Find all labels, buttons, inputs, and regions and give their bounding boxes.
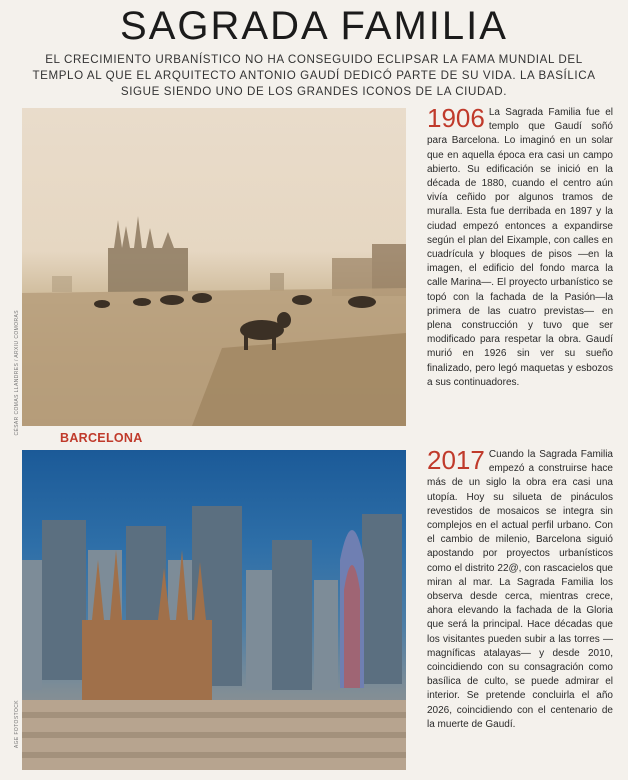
photo-2017-illustration: [22, 450, 406, 770]
year-1906: 1906: [427, 103, 485, 133]
photo-2017-skyline: [22, 450, 406, 770]
photo-1906-sagrada-familia: [22, 108, 406, 426]
paragraph-1906: La Sagrada Familia fue el templo que Gaudí soñó para Barcelona. Lo imaginó en un solar que en aquella época era casi un campo abierto. Su edificación se inició en la década de 1880, cuando el centro aún vivía ceñido por algunos tramos de muralla. Esta fue derribada en 1897 y la ciudad empezó entonces a expandirse según el plan del Eixample, con calles en cuadrícula y bloques de pisos —en la imagen, el edificio del fondo marca la calle Marina—. El proyecto urbanístico se topó con la fachada de la Pasión—la primera de las cuatro previstas— en plena construcción y tuvo que ser modificado para respetar la obra. Gaudí murió en 1926 sin ver su sueño finalizado, pero legó maquetas y esbozos a sus continuadores.: [427, 107, 613, 388]
text-column-2017: [427, 445, 613, 732]
page-subtitle: EL CRECIMIENTO URBANÍSTICO NO HA CONSEGUIDO ECLIPSAR LA FAMA MUNDIAL DEL TEMPLO AL QUE EL ARQUITECTO ANTONIO GAUDÍ DEDICÓ PARTE DE SU VIDA. LA BASÍLICA SIGUE SIENDO UNO DE LOS GRANDES ICONOS DE LA CIUDAD.: [32, 53, 596, 98]
text-column-1906: [427, 103, 613, 390]
page-title: SAGRADA FAMILIA: [120, 4, 508, 48]
year-2017: 2017: [427, 445, 485, 475]
photo-caption-barcelona: BARCELONA: [60, 431, 143, 445]
paragraph-2017: Cuando la Sagrada Familia empezó a construirse hace más de un siglo la obra era casi una utopía. Hoy su silueta de pináculos revestidos de mosaicos se integra sin complejos en el actual perfil urbano. Con el cambio de milenio, Barcelona siguió apostando por proyectos urbanísticos como el distrito 22@, con rascacielos que miran al mar. La Sagrada Familia los observa desde cerca, mientras crece, ahora elevando la fachada de la Gloria que será la principal. Hace décadas que los visitantes pueden subir a las torres —magníficas atalayas— y desde 2010, coincidiendo con su consagración como basílica de culto, se puede admirar el interior. Se pretende concluirla el año 2026, coincidiendo con el centenario de la muerte de Gaudí.: [427, 449, 613, 730]
photo-credit-2017: AGE FOTOSTOCK: [14, 700, 20, 749]
photo-1906-illustration: [22, 108, 406, 426]
photo-credit-1906: CÉSAR COMAS LLANDRES / ARXIU COMORAS: [14, 310, 20, 436]
